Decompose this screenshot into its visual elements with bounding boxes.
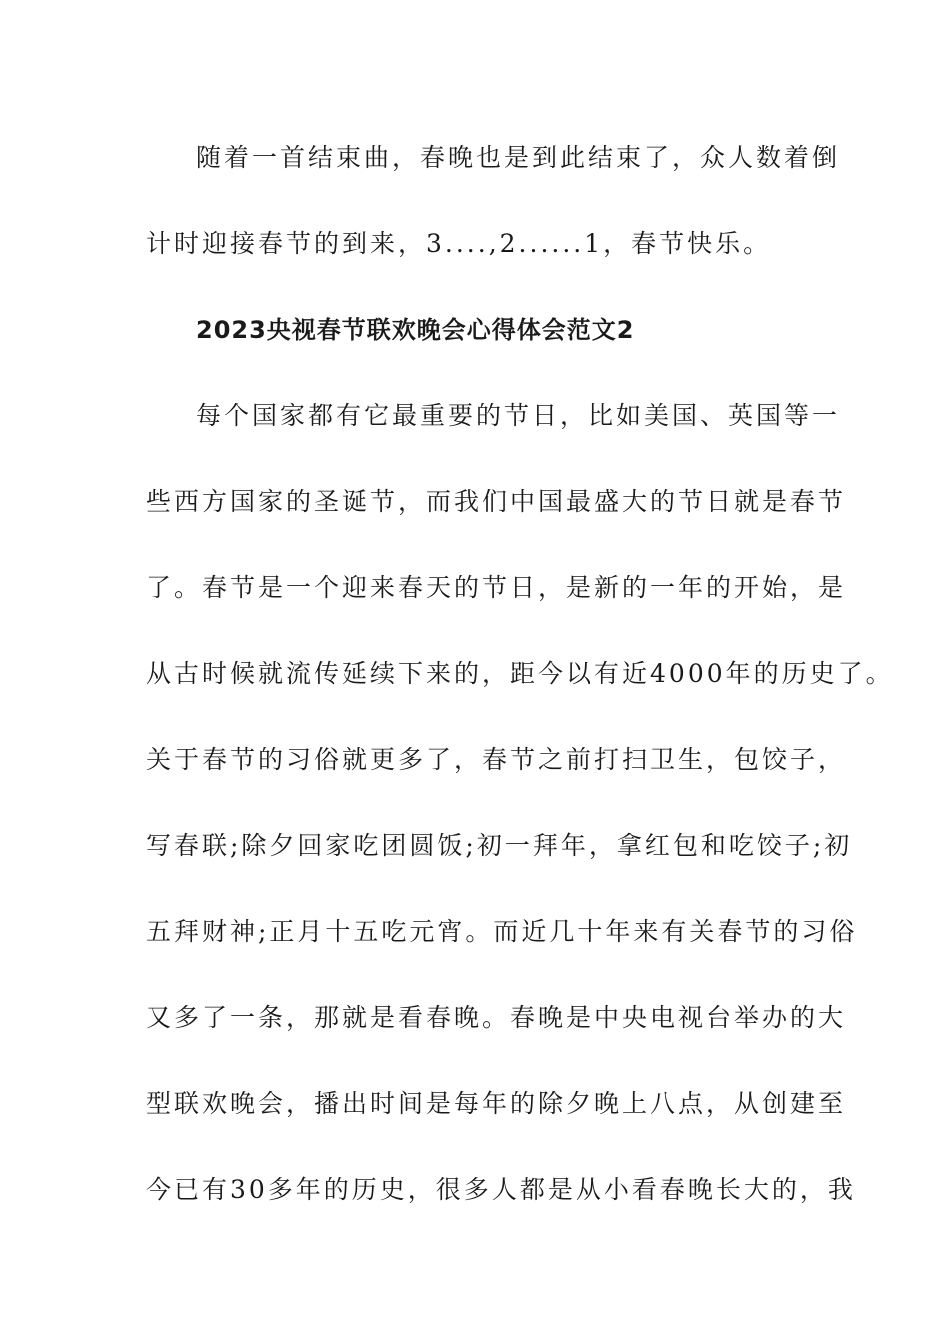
paragraph-line: 些西方国家的圣诞节，而我们中国最盛大的节日就是春节 (146, 487, 847, 516)
paragraph-line: 型联欢晚会，播出时间是每年的除夕晚上八点，从创建至 (146, 1089, 847, 1118)
paragraph-line: 今已有30多年的历史，很多人都是从小看春晚长大的，我 (146, 1175, 856, 1204)
paragraph-line: 又多了一条，那就是看春晚。春晚是中央电视台举办的大 (146, 1003, 847, 1032)
paragraph-line: 每个国家都有它最重要的节日，比如美国、英国等一 (196, 401, 841, 430)
section-heading: 2023央视春节联欢晚会心得体会范文2 (196, 316, 635, 344)
paragraph-line: 计时迎接春节的到来，3....,2......1，春节快乐。 (146, 229, 772, 258)
paragraph-line: 随着一首结束曲，春晚也是到此结束了，众人数着倒 (196, 143, 841, 172)
paragraph-line: 关于春节的习俗就更多了，春节之前打扫卫生，包饺子， (146, 745, 847, 774)
paragraph-line: 五拜财神;正月十五吃元宵。而近几十年来有关春节的习俗 (146, 917, 858, 946)
paragraph-line: 了。春节是一个迎来春天的节日，是新的一年的开始，是 (146, 573, 847, 602)
paragraph-line: 写春联;除夕回家吃团圆饭;初一拜年，拿红包和吃饺子;初 (146, 831, 853, 860)
paragraph-line: 从古时候就流传延续下来的，距今以有近4000年的历史了。 (146, 659, 894, 688)
